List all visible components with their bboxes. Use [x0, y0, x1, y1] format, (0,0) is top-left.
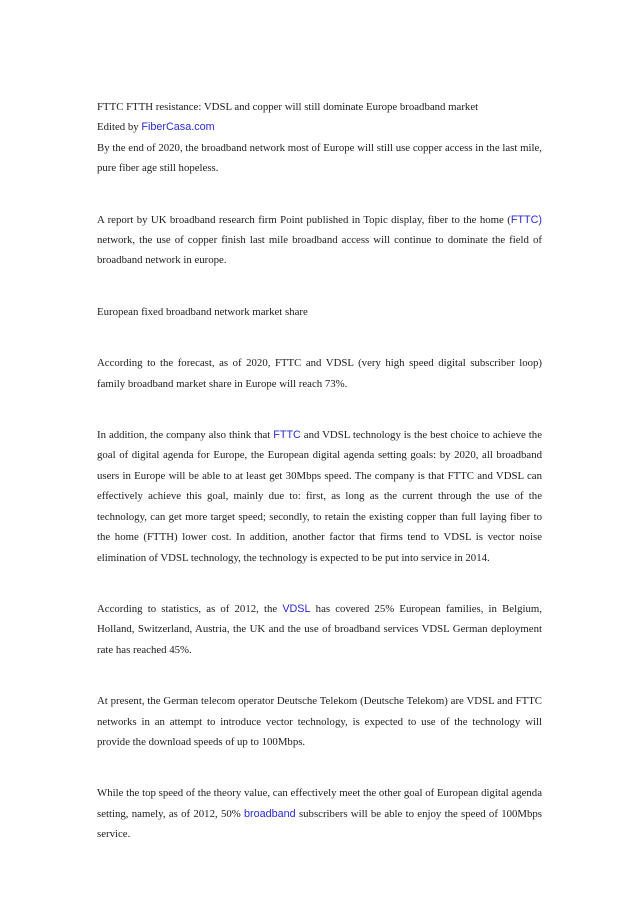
intro-paragraph: By the end of 2020, the broadband network most of Europe will still use copper access in the last mile, pure fiber age still hopeless.: [97, 141, 542, 175]
statistics-paragraph: According to statistics, as of 2012, the VDSL has covered 25% European families, in Belgium, Holland, Switzerland, Austria, the UK and the use of broadband services VDSL German deployment rate has reached 45%.: [97, 602, 542, 656]
edited-by-line: Edited by FiberCasa.com: [97, 121, 215, 134]
report-paragraph: A report by UK broadband research firm Point published in Topic display, fiber to the home (FTTC) network, the use of copper finish last mile broadband access will continue to dominate the field of broadband network in europe.: [97, 213, 542, 267]
section-heading: European fixed broadband network market share: [97, 305, 308, 318]
digital-agenda-paragraph: In addition, the company also think that FTTC and VDSL technology is the best choice to achieve the goal of digital agenda for Europe, the European digital agenda setting goals: by 2020, all broadband users in Europe will be able to at least get 30Mbps speed. The company is that FTTC and VDSL can effectively achieve this goal, mainly due to: first, as long as the current through the use of the technology, can get more target speed; secondly, to retain the existing copper than full laying fiber to the home (FTTH) lower cost. In addition, another factor that firms tend to VDSL is vector noise elimination of VDSL technology, the technology is expected to be put into service in 2014.: [97, 429, 542, 564]
fibercasa-link[interactable]: FiberCasa.com: [141, 121, 215, 134]
fttc-link[interactable]: FTTC): [510, 213, 542, 226]
article-title: FTTC FTTH resistance: VDSL and copper will still dominate Europe broadband market: [97, 101, 479, 113]
vdsl-link[interactable]: VDSL: [282, 602, 311, 615]
telekom-paragraph: At present, the German telecom operator Deutsche Telekom (Deutsche Telekom) are VDSL and FTTC networks in an attempt to introduce vector technology, is expected to use of the technology will provide the download speeds of up to 100Mbps.: [97, 695, 542, 748]
top-speed-paragraph: While the top speed of the theory value, can effectively meet the other goal of European digital agenda setting, namely, as of 2012, 50% broadband subscribers will be able to enjoy the speed of 100Mbps service.: [97, 787, 542, 841]
forecast-paragraph: According to the forecast, as of 2020, FTTC and VDSL (very high speed digital subscriber loop) family broadband market share in Europe will reach 73%.: [97, 357, 542, 390]
document-body: [97, 97, 542, 845]
fttc-link-2[interactable]: FTTC: [273, 429, 301, 442]
broadband-link[interactable]: broadband: [244, 807, 296, 820]
